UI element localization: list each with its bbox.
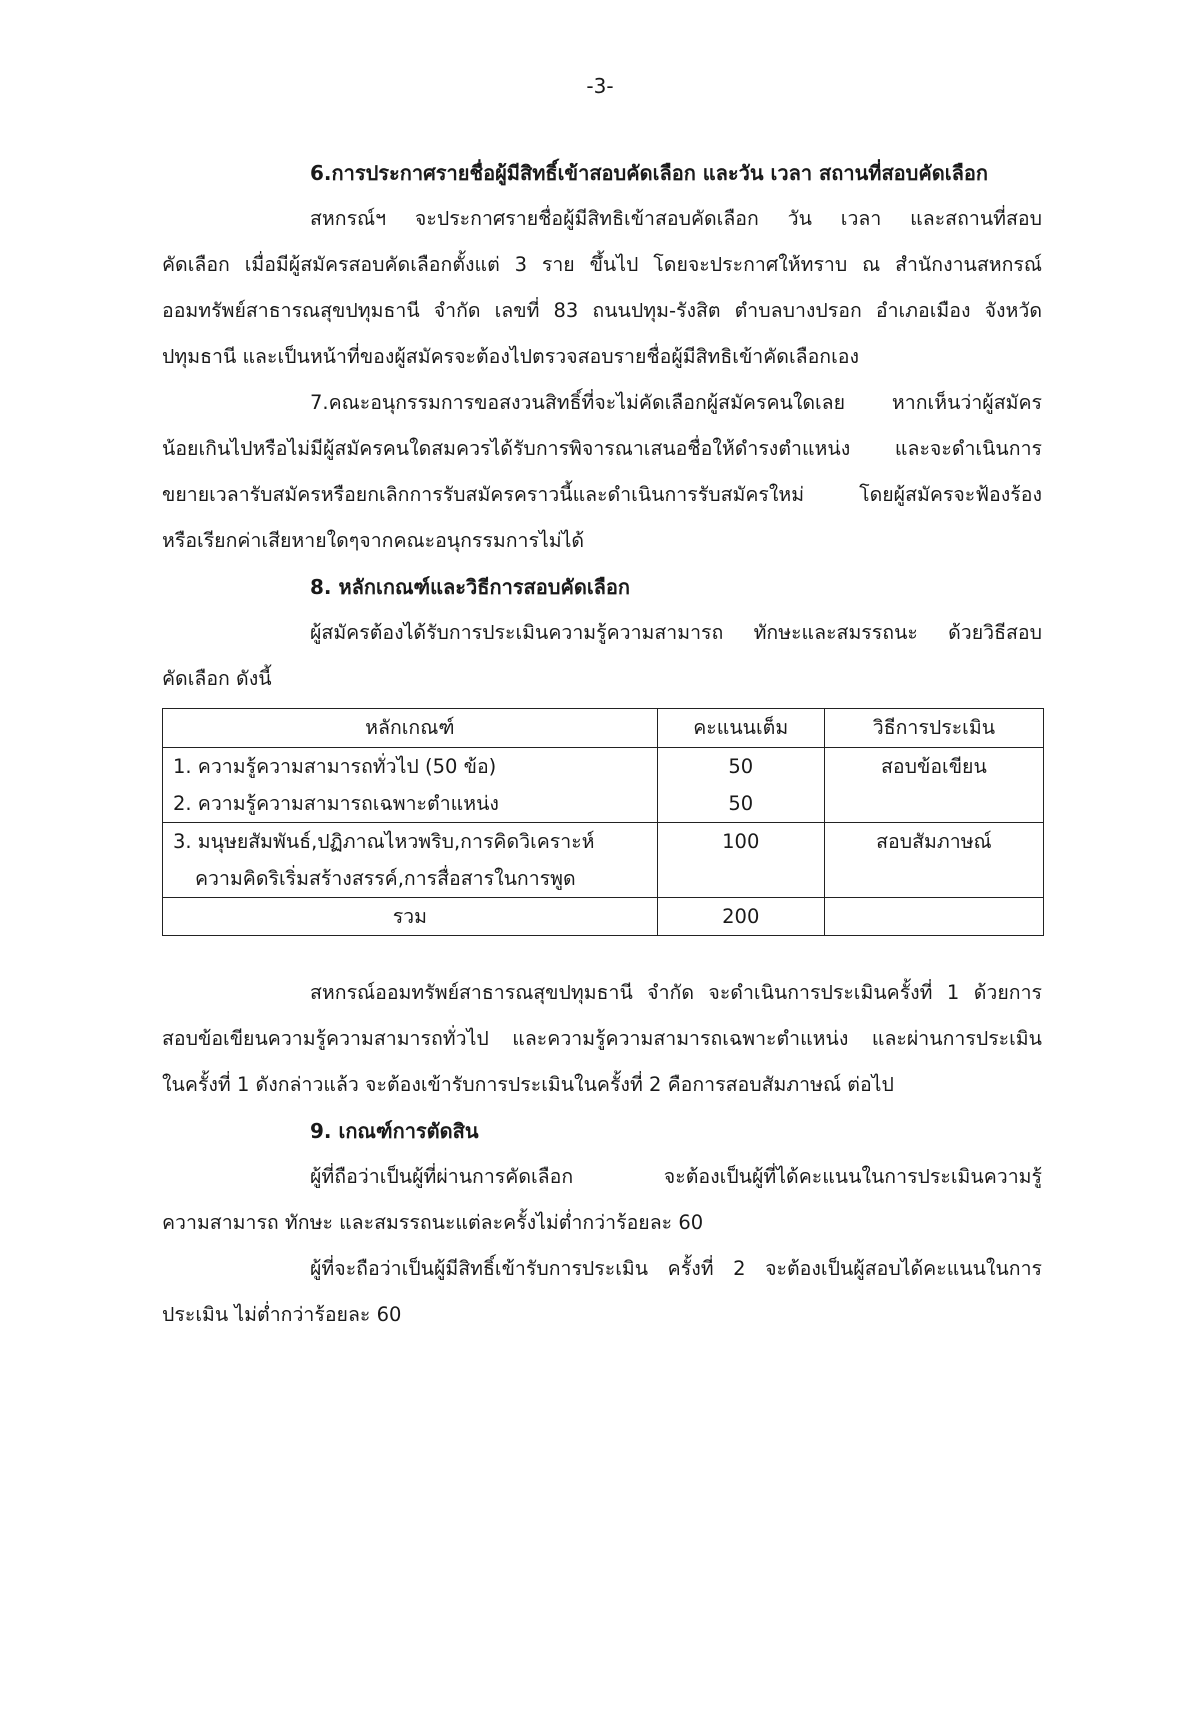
criteria-item-continued: ความคิดริเริ่มสร้างสรรค์,การสื่อสารในการพูด bbox=[195, 867, 576, 890]
total-method bbox=[824, 898, 1043, 936]
method-cell bbox=[824, 748, 1043, 823]
criteria-item: 3. มนุษยสัมพันธ์,ปฏิภาณไหวพริบ,การคิดวิเคราะห์ bbox=[173, 830, 595, 853]
section-9-line: ผู้ที่ถือว่าเป็นผู้ที่ผ่านการคัดเลือก จะต้องเป็นผู้ที่ได้คะแนนในการประเมินความรู้ bbox=[310, 1165, 1042, 1188]
section-8-after-line: ในครั้งที่ 1 ดังกล่าวแล้ว จะต้องเข้ารับการประเมินในครั้งที่ 2 คือการสอบสัมภาษณ์ ต่อไป bbox=[162, 1073, 894, 1096]
section-8-line: ผู้สมัครต้องได้รับการประเมินความรู้ความสามารถ ทักษะและสมรรถนะ ด้วยวิธีสอบ bbox=[310, 621, 1042, 644]
score-value: 50 bbox=[728, 755, 754, 778]
header-criteria: หลักเกณฑ์ bbox=[163, 709, 658, 748]
score-value: 100 bbox=[722, 830, 760, 853]
section-6-line: คัดเลือก เมื่อมีผู้สมัครสอบคัดเลือกตั้งแต่ 3 ราย ขึ้นไป โดยจะประกาศให้ทราบ ณ สำนักงานสหกรณ์ bbox=[162, 253, 1042, 276]
document-body bbox=[162, 150, 1042, 1338]
section-9-line: ความสามารถ ทักษะ และสมรรถนะแต่ละครั้งไม่ต่ำกว่าร้อยละ 60 bbox=[162, 1211, 704, 1234]
criteria-cell bbox=[163, 823, 658, 898]
total-label: รวม bbox=[163, 898, 658, 936]
section-8-heading: 8. หลักเกณฑ์และวิธีการสอบคัดเลือก bbox=[310, 575, 631, 599]
method-cell bbox=[824, 823, 1043, 898]
page-number: -3- bbox=[586, 74, 614, 98]
criteria-item: 2. ความรู้ความสามารถเฉพาะตำแหน่ง bbox=[173, 792, 499, 815]
score-cell bbox=[657, 823, 824, 898]
section-8-after-line: สหกรณ์ออมทรัพย์สาธารณสุขปทุมธานี จำกัด จะดำเนินการประเมินครั้งที่ 1 ด้วยการ bbox=[310, 981, 1042, 1004]
table-total-row bbox=[163, 898, 1044, 936]
table-row bbox=[163, 748, 1044, 823]
criteria-cell bbox=[163, 748, 658, 823]
table-header-row bbox=[163, 709, 1044, 748]
section-7-line: ขยายเวลารับสมัครหรือยกเลิกการรับสมัครคราวนี้และดำเนินการรับสมัครใหม่ โดยผู้สมัครจะฟ้องร้อง bbox=[162, 483, 1042, 506]
method-value: สอบข้อเขียน bbox=[881, 755, 987, 778]
section-9-line: ผู้ที่จะถือว่าเป็นผู้มีสิทธิ์เข้ารับการประเมิน ครั้งที่ 2 จะต้องเป็นผู้สอบได้คะแนนในการ bbox=[310, 1257, 1042, 1280]
section-8-after-line: สอบข้อเขียนความรู้ความสามารถทั่วไป และความรู้ความสามารถเฉพาะตำแหน่ง และผ่านการประเมิน bbox=[162, 1027, 1042, 1050]
total-score: 200 bbox=[657, 898, 824, 936]
criteria-item: 1. ความรู้ความสามารถทั่วไป (50 ข้อ) bbox=[173, 755, 497, 778]
section-7-line: 7.คณะอนุกรรมการขอสงวนสิทธิ์ที่จะไม่คัดเลือกผู้สมัครคนใดเลย หากเห็นว่าผู้สมัคร bbox=[310, 391, 1042, 414]
score-value: 50 bbox=[728, 792, 754, 815]
method-value: สอบสัมภาษณ์ bbox=[876, 830, 992, 853]
section-8-line: คัดเลือก ดังนี้ bbox=[162, 667, 272, 690]
header-method: วิธีการประเมิน bbox=[824, 709, 1043, 748]
section-9-line: ประเมิน ไม่ต่ำกว่าร้อยละ 60 bbox=[162, 1303, 402, 1326]
criteria-table bbox=[162, 708, 1044, 936]
section-7-line: น้อยเกินไปหรือไม่มีผู้สมัครคนใดสมควรได้รับการพิจารณาเสนอชื่อให้ดำรงตำแหน่ง และจะดำเนินการ bbox=[162, 437, 1042, 460]
section-6-line: สหกรณ์ฯ จะประกาศรายชื่อผู้มีสิทธิเข้าสอบคัดเลือก วัน เวลา และสถานที่สอบ bbox=[310, 207, 1042, 230]
section-6-line: ออมทรัพย์สาธารณสุขปทุมธานี จำกัด เลขที่ 83 ถนนปทุม-รังสิต ตำบลบางปรอก อำเภอเมือง จังหวัด bbox=[162, 299, 1042, 322]
score-cell bbox=[657, 748, 824, 823]
section-6-heading: 6.การประกาศรายชื่อผู้มีสิทธิ์เข้าสอบคัดเลือก และวัน เวลา สถานที่สอบคัดเลือก bbox=[310, 161, 988, 185]
header-full-score: คะแนนเต็ม bbox=[657, 709, 824, 748]
section-6-line: ปทุมธานี และเป็นหน้าที่ของผู้สมัครจะต้องไปตรวจสอบรายชื่อผู้มีสิทธิเข้าคัดเลือกเอง bbox=[162, 345, 859, 368]
spacer bbox=[162, 936, 1042, 970]
table-row bbox=[163, 823, 1044, 898]
section-9-heading: 9. เกณฑ์การตัดสิน bbox=[310, 1119, 479, 1143]
section-7-line: หรือเรียกค่าเสียหายใดๆจากคณะอนุกรรมการไม่ได้ bbox=[162, 529, 585, 552]
